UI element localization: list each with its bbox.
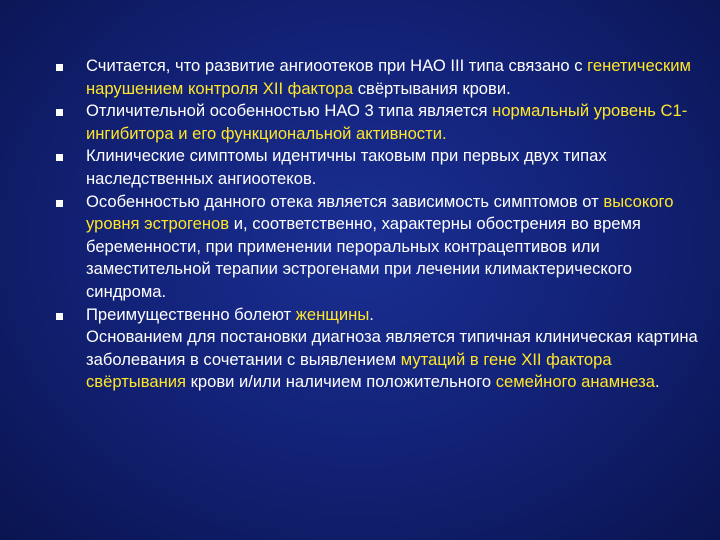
square-bullet-icon bbox=[56, 154, 63, 161]
highlighted-text-run: семейного анамнеза bbox=[495, 372, 655, 392]
text-run: крови и/или наличием положительного bbox=[186, 372, 496, 392]
bullet-continuation bbox=[86, 326, 716, 394]
text-run: свёртывания крови. bbox=[353, 78, 511, 98]
highlighted-text-run: нормальный уровень С1-ингибитора и его функциональной активности. bbox=[86, 101, 688, 143]
highlighted-text-run: женщины bbox=[295, 304, 370, 324]
text-run: Преимущественно болеют bbox=[86, 304, 296, 324]
bullet-item bbox=[56, 304, 716, 394]
bullet-item bbox=[56, 191, 716, 304]
square-bullet-icon bbox=[56, 109, 63, 116]
bullet-text bbox=[86, 56, 691, 98]
bullet-item bbox=[56, 145, 716, 190]
bullet-text bbox=[86, 146, 607, 188]
bullet-item bbox=[56, 55, 716, 100]
highlighted-text-run: генетическим нарушением контроля XII фактора bbox=[86, 56, 691, 98]
text-run: Считается, что развитие ангиоотеков при НАО III типа связано с bbox=[86, 56, 588, 75]
text-run: и, соответственно, характерны обострения во время беременности, при применении пероральных контрацептивов или заместительной терапии эстрогенами при лечении климактерического синдрома. bbox=[86, 214, 641, 301]
bullet-text bbox=[86, 305, 374, 324]
bullet-item bbox=[56, 100, 716, 145]
bullet-text bbox=[86, 192, 673, 301]
text-run: . bbox=[369, 304, 374, 324]
bullet-list bbox=[56, 55, 716, 394]
text-run: Клинические симптомы идентичны таковым при первых двух типах наследственных ангиоотеков. bbox=[86, 146, 607, 188]
text-run: . bbox=[654, 372, 660, 392]
highlighted-text-run: мутаций в гене XII фактора свёртывания bbox=[86, 349, 612, 392]
text-run: Отличительной особенностью НАО 3 типа является bbox=[86, 101, 493, 121]
bullet-text bbox=[86, 101, 687, 143]
text-run: Особенностью данного отека является зависимость симптомов от bbox=[86, 191, 604, 211]
highlighted-text-run: высокого уровня эстрогенов bbox=[86, 191, 674, 234]
text-run: Основанием для постановки диагноза является типичная клиническая картина заболевания в сочетании с выявлением bbox=[86, 327, 698, 369]
square-bullet-icon bbox=[56, 313, 63, 320]
square-bullet-icon bbox=[56, 200, 63, 207]
square-bullet-icon bbox=[56, 64, 63, 71]
